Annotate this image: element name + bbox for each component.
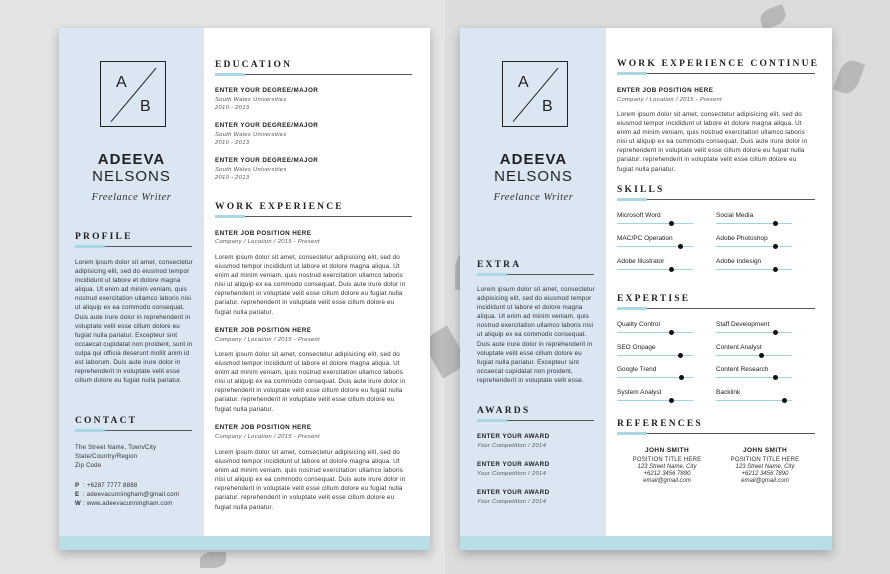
reference-phone: +6212 3456 7890 bbox=[643, 471, 691, 477]
skill-track bbox=[716, 332, 792, 333]
extra-rule bbox=[477, 274, 594, 275]
last-name: NELSONS bbox=[494, 168, 573, 185]
job-title: ENTER JOB POSITION HERE bbox=[215, 327, 312, 334]
award-meta: Your Competition / 2014 bbox=[477, 471, 547, 477]
monogram-letter-b: B bbox=[542, 98, 553, 115]
skills-heading: SKILLS bbox=[617, 185, 665, 195]
skill-level-knob bbox=[678, 353, 683, 358]
reference-address: 123 Street Name, City bbox=[637, 464, 697, 470]
skill-bar-item bbox=[617, 258, 693, 276]
skill-bar-item bbox=[716, 344, 792, 362]
monogram-letter-a: A bbox=[518, 74, 529, 91]
main-column bbox=[204, 28, 430, 550]
skill-track bbox=[617, 223, 693, 224]
skill-name: Adobe Photoshop bbox=[716, 235, 768, 242]
skill-bar-item bbox=[716, 366, 792, 384]
job-meta: Company / Location / 2015 - Present bbox=[215, 239, 320, 245]
last-name: NELSONS bbox=[92, 168, 171, 185]
references-rule bbox=[617, 433, 815, 434]
skill-level-knob bbox=[669, 221, 674, 226]
education-degree: ENTER YOUR DEGREE/MAJOR bbox=[215, 87, 319, 94]
skill-track bbox=[617, 269, 693, 270]
references-heading: REFERENCES bbox=[617, 419, 703, 429]
skill-bar-item bbox=[716, 389, 792, 407]
skill-level-knob bbox=[773, 221, 778, 226]
award-meta: Your Competition / 2014 bbox=[477, 499, 547, 505]
skill-name: System Analyst bbox=[617, 388, 662, 396]
job-title: ENTER JOB POSITION HERE bbox=[215, 230, 312, 237]
job-description: Lorem ipsum dolor sit amet, consectetur adipisicing elit, sed do eiusmod tempor incididunt ut labore et dolore magna aliqua. Ut enim ad minim veniam, quis nostrud exercitation ullamco laboris nisi ut aliquip ex ea commodo consequat. Duis aute irure dolor in reprehenderit in voluptate velit esse cillum dolore eu fugiat nulla pariatur. reprehenderit in voluptate velit esse cillum dolore eu fugiat nulla pariatur. bbox=[215, 254, 406, 316]
skill-level-knob bbox=[773, 375, 778, 380]
resume-page-1 bbox=[59, 28, 430, 550]
education-years: 2010 - 2013 bbox=[215, 175, 250, 181]
resume-page-2 bbox=[460, 28, 832, 550]
expertise-heading: EXPERTISE bbox=[617, 294, 691, 304]
skill-bar-item bbox=[617, 389, 693, 407]
skill-name: Quality Control bbox=[617, 321, 660, 328]
job-meta: Company / Location / 2015 - Present bbox=[617, 97, 722, 103]
phone-label: P bbox=[75, 482, 80, 489]
skill-track bbox=[716, 246, 792, 247]
education-degree: ENTER YOUR DEGREE/MAJOR bbox=[215, 122, 319, 129]
skill-name: Backlink bbox=[716, 388, 741, 396]
skill-name: Google Trend bbox=[617, 366, 657, 373]
award-name: ENTER YOUR AWARD bbox=[477, 489, 550, 496]
skill-name: Microsoft Word bbox=[617, 212, 661, 219]
skill-bar-item bbox=[716, 258, 792, 276]
reference-position: POSITION TITLE HERE bbox=[632, 457, 702, 463]
job-title: Freelance Writer bbox=[493, 192, 574, 203]
education-years: 2010 - 2013 bbox=[215, 105, 250, 111]
skill-name: Content Research bbox=[716, 366, 769, 373]
monogram-letter-b: B bbox=[140, 98, 151, 115]
extra-text: Lorem ipsum dolor sit amet, consectetur adipisicing elit, sed do eiusmod tempor incididunt ut labore et dolore magna aliqua. Ut enim ad minim veniam, quis nostrud exercitation ullamco laboris nisi ut aliquip ex ea commodo consequat. Duis aute irure dolor in reprehenderit in voluptate velit esse cillum dolore eu fugiat nulla pariatur. Excepteur sint occaecat cupidatat non proident, reprehenderit in voluptate velit esse. bbox=[477, 286, 595, 384]
skill-name: Content Analyst bbox=[716, 343, 762, 351]
awards-heading: AWARDS bbox=[477, 406, 531, 416]
skill-bar-item bbox=[716, 212, 792, 230]
skill-level-knob bbox=[759, 353, 764, 358]
skills-rule bbox=[617, 199, 815, 200]
award-meta: Your Competition / 2014 bbox=[477, 443, 547, 449]
skill-level-knob bbox=[669, 398, 674, 403]
job-title: Freelance Writer bbox=[91, 192, 172, 203]
skill-track bbox=[716, 355, 792, 356]
address-line: State/Country/Region bbox=[75, 453, 138, 460]
reference-position: POSITION TITLE HERE bbox=[730, 457, 800, 463]
profile-rule bbox=[75, 246, 192, 247]
address-line: The Street Name, Town/City bbox=[75, 444, 157, 451]
skill-track bbox=[716, 377, 792, 378]
skill-bar-item bbox=[617, 212, 693, 230]
award-name: ENTER YOUR AWARD bbox=[477, 461, 550, 468]
education-school: South Wales Universities bbox=[215, 97, 287, 103]
skill-level-knob bbox=[773, 330, 778, 335]
skill-name: Staff Development bbox=[716, 321, 770, 328]
skill-bar-item bbox=[617, 366, 693, 384]
skill-level-knob bbox=[679, 375, 684, 380]
job-title: ENTER JOB POSITION HERE bbox=[617, 87, 714, 94]
skill-track bbox=[716, 400, 792, 401]
main-column bbox=[606, 28, 832, 550]
awards-rule bbox=[477, 420, 594, 421]
reference-address: 123 Street Name, City bbox=[735, 464, 795, 470]
skill-bar-item bbox=[716, 321, 792, 339]
skill-level-knob bbox=[678, 244, 683, 249]
job-meta: Company / Location / 2015 - Present bbox=[215, 337, 320, 343]
skill-level-knob bbox=[669, 330, 674, 335]
contact-rule bbox=[75, 430, 192, 431]
job-description: Lorem ipsum dolor sit amet, consectetur adipisicing elit, sed do eiusmod tempor incididunt ut labore et dolore magna aliqua. Ut enim ad minim veniam, quis nostrud exercitation ullamco laboris nisi ut aliquip ex ea commodo consequat. Duis aute irure dolor in reprehenderit in voluptate velit esse cillum dolore eu fugiat nulla pariatur. reprehenderit in voluptate velit esse cillum dolore eu fugiat nulla pariatur. bbox=[617, 111, 808, 173]
work-continue-rule bbox=[617, 73, 815, 74]
education-years: 2010 - 2013 bbox=[215, 140, 250, 146]
phone-value: : +6287 7777 8888 bbox=[83, 482, 138, 489]
web-label: W bbox=[75, 500, 81, 507]
skill-bar-item bbox=[617, 344, 693, 362]
skill-level-knob bbox=[669, 267, 674, 272]
expertise-rule bbox=[617, 308, 815, 309]
reference-name: JOHN SMITH bbox=[644, 447, 690, 454]
monogram bbox=[100, 61, 166, 127]
award-name: ENTER YOUR AWARD bbox=[477, 433, 550, 440]
skill-level-knob bbox=[773, 244, 778, 249]
first-name: ADEEVA bbox=[499, 151, 568, 168]
work-continue-heading: WORK EXPERIENCE CONTINUE bbox=[617, 59, 820, 69]
job-description: Lorem ipsum dolor sit amet, consectetur adipisicing elit, sed do eiusmod tempor incididunt ut labore et dolore magna aliqua. Ut enim ad minim veniam, quis nostrud exercitation ullamco laboris nisi ut aliquip ex ea commodo consequat. Duis aute irure dolor in reprehenderit in voluptate velit esse cillum dolore eu fugiat nulla pariatur. reprehenderit in voluptate velit esse cillum dolore eu fugiat nulla pariatur. bbox=[215, 351, 406, 413]
extra-heading: EXTRA bbox=[477, 260, 522, 270]
job-description: Lorem ipsum dolor sit amet, consectetur adipisicing elit, sed do eiusmod tempor incididunt ut labore et dolore magna aliqua. Ut enim ad minim veniam, quis nostrud exercitation ullamco laboris nisi ut aliquip ex ea commodo consequat. Duis aute irure dolor in reprehenderit in voluptate velit esse cillum dolore eu fugiat nulla pariatur. reprehenderit in voluptate velit esse cillum dolore eu fugiat nulla pariatur. bbox=[215, 449, 406, 511]
reference-card bbox=[720, 447, 810, 484]
monogram bbox=[502, 61, 568, 127]
profile-text: Lorem ipsum dolor sit amet, consectetur adipisicing elit, sed do eiusmod tempor incididunt ut labore et dolore magna aliqua. Ut enim ad minim veniam, quis nostrud exercitation ullamco laboris nisi ut aliquip ex ea commodo consequat. Duis aute irure dolor in reprehenderit in voluptate velit esse cillum dolore eu fugiat nulla pariatur. Excepteur sint occaecat cupidatat non proident, sunt in culpa qui officia deserunt mollit anim id est laborum. Duis aute irure dolor in reprehenderit in voluptate velit esse cillum dolore eu fugiat nulla pariatur. bbox=[75, 259, 193, 385]
email-label: E bbox=[75, 491, 80, 498]
education-school: South Wales Universities bbox=[215, 167, 287, 173]
decorative-leaf bbox=[200, 552, 226, 568]
first-name: ADEEVA bbox=[97, 151, 166, 168]
web-value[interactable]: : www.adeevacunningham.com bbox=[83, 500, 173, 507]
skill-name: MAC/PC Operation bbox=[617, 235, 673, 242]
skill-track bbox=[716, 223, 792, 224]
address-line: Zip Code bbox=[75, 462, 102, 469]
job-meta: Company / Location / 2015 - Present bbox=[215, 434, 320, 440]
work-heading: WORK EXPERIENCE bbox=[215, 202, 344, 212]
education-heading: EDUCATION bbox=[215, 60, 293, 70]
reference-card bbox=[622, 447, 712, 484]
skill-bar-item bbox=[617, 321, 693, 339]
skill-name: Adobe Illustrator bbox=[617, 258, 665, 265]
education-rule bbox=[215, 74, 412, 75]
reference-email: email@gmail.com bbox=[643, 478, 691, 484]
monogram-letter-a: A bbox=[116, 74, 127, 91]
education-degree: ENTER YOUR DEGREE/MAJOR bbox=[215, 157, 319, 164]
skill-track bbox=[617, 400, 693, 401]
skill-bar-item bbox=[617, 235, 693, 253]
skill-bar-item bbox=[716, 235, 792, 253]
email-value[interactable]: : adeevacunningham@gmail.com bbox=[83, 491, 180, 498]
skill-track bbox=[716, 269, 792, 270]
profile-heading: PROFILE bbox=[75, 232, 133, 242]
skill-name: Adobe Indesign bbox=[716, 258, 762, 265]
contact-heading: CONTACT bbox=[75, 416, 138, 426]
skill-level-knob bbox=[782, 398, 787, 403]
skill-name: SEO Onpage bbox=[617, 343, 656, 351]
education-school: South Wales Universities bbox=[215, 132, 287, 138]
reference-email: email@gmail.com bbox=[741, 478, 789, 484]
skill-level-knob bbox=[773, 267, 778, 272]
skill-name: Social Media bbox=[716, 212, 754, 219]
job-title: ENTER JOB POSITION HERE bbox=[215, 424, 312, 431]
skill-track bbox=[617, 332, 693, 333]
reference-phone: +6212 3456 7890 bbox=[741, 471, 789, 477]
reference-name: JOHN SMITH bbox=[742, 447, 788, 454]
work-rule bbox=[215, 216, 412, 217]
